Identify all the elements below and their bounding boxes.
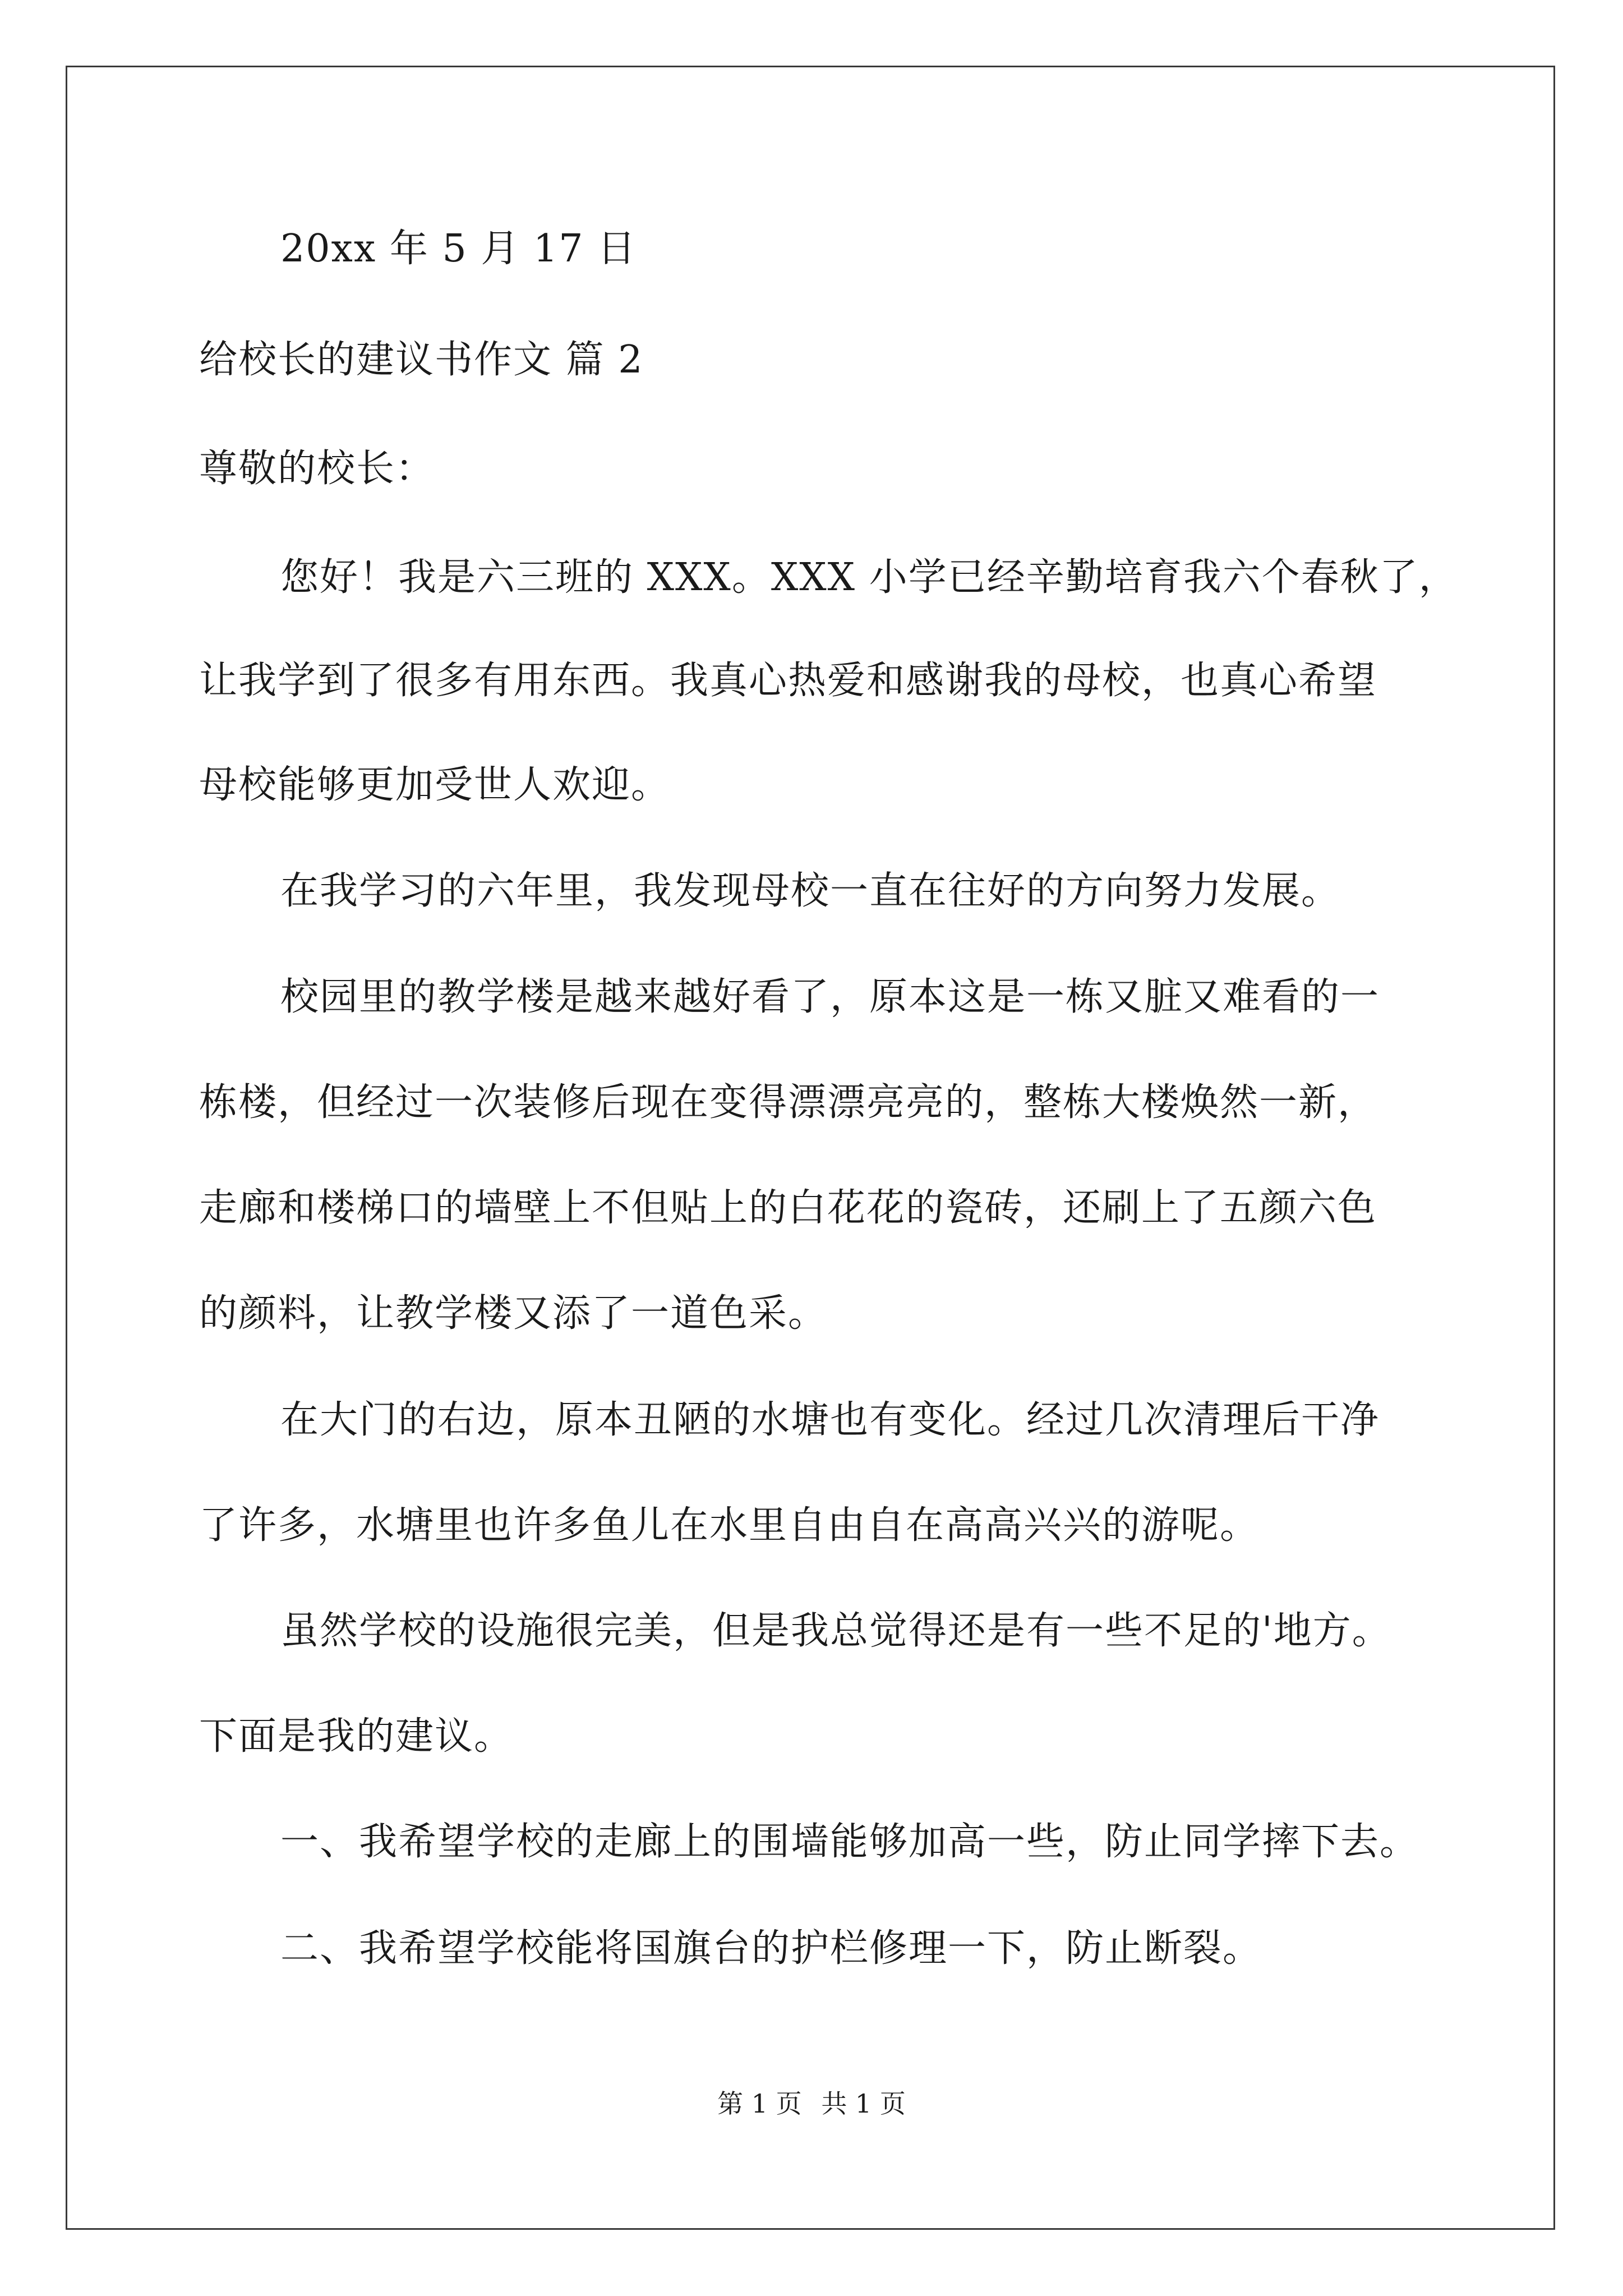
body-line: 的颜料，让教学楼又添了一道色采。 — [199, 1291, 828, 1336]
page-total: 共 1 页 — [821, 2088, 906, 2119]
body-line: 走廊和楼梯口的墙壁上不但贴上的白花花的瓷砖，还刷上了五颜六色 — [199, 1186, 1377, 1230]
salutation: 尊敬的校长： — [199, 447, 435, 491]
body-line: 一、我希望学校的走廊上的围墙能够加高一些，防止同学摔下去。 — [280, 1820, 1419, 1864]
body-line: 您好！我是六三班的 XXX。XXX 小学已经辛勤培育我六个春秋了， — [280, 555, 1458, 600]
body-line: 让我学到了很多有用东西。我真心热爱和感谢我的母校，也真心希望 — [199, 659, 1377, 703]
page-number: 第 1 页 — [717, 2088, 802, 2119]
document-heading: 给校长的建议书作文 篇 2 — [199, 338, 644, 382]
body-line: 在我学习的六年里，我发现母校一直在往好的方向努力发展。 — [280, 869, 1341, 913]
body-line: 母校能够更加受世人欢迎。 — [199, 763, 671, 807]
body-line: 校园里的教学楼是越来越好看了，原本这是一栋又脏又难看的一 — [280, 975, 1380, 1019]
body-line: 二、我希望学校能将国旗台的护栏修理一下，防止断裂。 — [280, 1926, 1262, 1971]
page-footer — [0, 2088, 1623, 2119]
body-line: 虽然学校的设施很完美，但是我总觉得还是有一些不足的'地方。 — [280, 1609, 1391, 1653]
body-line: 栋楼，但经过一次装修后现在变得漂漂亮亮的，整栋大楼焕然一新， — [199, 1080, 1377, 1125]
date-line: 20xx 年 5 月 17 日 — [280, 227, 637, 271]
body-line: 下面是我的建议。 — [199, 1714, 514, 1759]
page-border — [66, 66, 1555, 2230]
body-line: 了许多，水塘里也许多鱼儿在水里自由自在高高兴兴的游呢。 — [199, 1503, 1260, 1548]
body-line: 在大门的右边，原本丑陋的水塘也有变化。经过几次清理后干净 — [280, 1398, 1380, 1442]
